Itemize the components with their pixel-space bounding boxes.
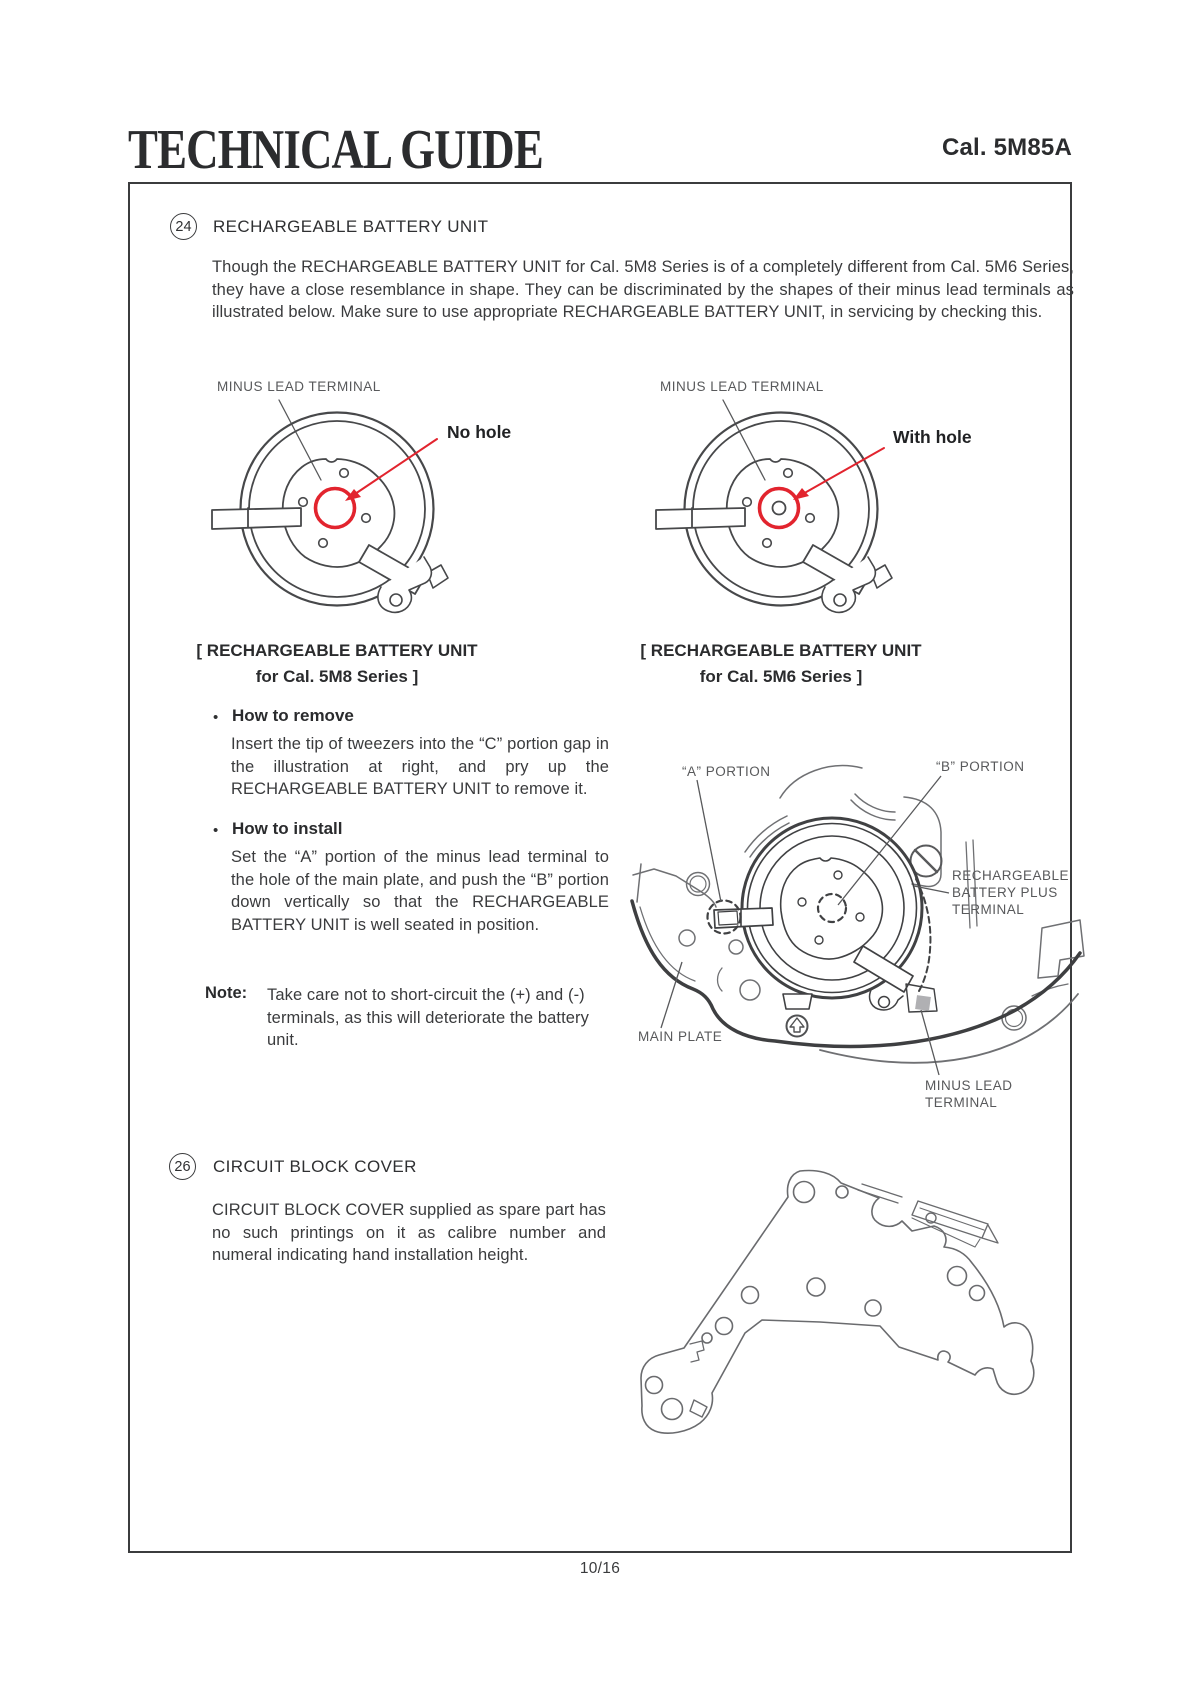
plate-hole <box>856 913 864 921</box>
main-plate-edge <box>632 901 1080 1046</box>
section-24-title: RECHARGEABLE BATTERY UNIT <box>213 217 489 236</box>
bullet: • <box>213 822 219 839</box>
plus-terminal-line3: TERMINAL <box>952 902 1025 917</box>
plate-hole <box>299 498 308 507</box>
leader-main-plate <box>661 962 682 1028</box>
battery-5m8-art <box>212 400 448 612</box>
plate-hole <box>743 498 752 507</box>
a-portion-label: “A” PORTION <box>682 764 771 779</box>
battery-5m6-art <box>656 400 892 612</box>
battery-notch <box>783 994 812 1009</box>
section-26-title: CIRCUIT BLOCK COVER <box>213 1157 417 1176</box>
plate-hole <box>362 514 371 523</box>
note-label: Note: <box>205 984 248 1002</box>
section-24-intro: Though the RECHARGEABLE BATTERY UNIT for Cal. 5M8 Series is of a completely different from Cal. 5M6 Series, they have a close resemblance in shape. They can be discriminated by the shapes of their minus lead terminals as illustrated below. Make sure to use appropriate RECHARGEABLE BATTERY UNIT, in servicing by checking this. <box>212 258 1075 322</box>
b-portion-label: “B” PORTION <box>936 759 1025 774</box>
plus-terminal-line2: BATTERY PLUS <box>952 885 1058 900</box>
how-to-install-title: How to install <box>232 819 343 838</box>
battery-diagram-5m6 <box>620 368 925 626</box>
plate-hole <box>834 871 842 879</box>
rim-arc <box>745 816 789 857</box>
left-tab <box>212 508 301 529</box>
how-to-install-body: Set the “A” portion of the minus lead terminal to the hole of the main plate, and push the “B” portion down vertically so that the RECHARGEABLE BATTERY UNIT is well seated in position. <box>231 848 609 934</box>
minus-lead-label <box>925 1077 1013 1111</box>
terminal-hole <box>773 502 786 515</box>
outer-rim-arc <box>820 994 1078 1063</box>
minus-terminal-plate <box>781 858 883 959</box>
minus-lead-line1: MINUS LEAD <box>925 1078 1013 1093</box>
plate-hole <box>806 514 815 523</box>
page-number: 10/16 <box>579 1560 621 1577</box>
plate-detail <box>718 968 723 991</box>
minus-lead-terminal-label-right: MINUS LEAD TERMINAL <box>660 379 824 394</box>
wheel-arc <box>851 794 895 820</box>
foot-hole <box>879 997 890 1008</box>
section-24-number: 24 <box>170 213 197 240</box>
caption-5m8-line1: [ RECHARGEABLE BATTERY UNIT <box>196 641 478 660</box>
minus-lead-line2: TERMINAL <box>925 1095 998 1110</box>
how-to-remove-title: How to remove <box>232 706 354 725</box>
note-body: Take care not to short-circuit the (+) and (-) terminals, as this will deteriorate the battery unit. <box>267 986 590 1050</box>
plate-hole <box>729 940 743 954</box>
screw-slot <box>915 850 937 872</box>
plus-terminal-line1: RECHARGEABLE <box>952 868 1070 883</box>
no-hole-label: No hole <box>447 422 512 442</box>
installed-battery <box>708 818 938 1037</box>
plate-hole <box>763 539 772 548</box>
cover-art <box>641 1171 1034 1434</box>
leader-minus-lead <box>921 1010 939 1075</box>
cover-outline <box>641 1171 1034 1434</box>
main-plate-label: MAIN PLATE <box>638 1029 723 1044</box>
b-portion-marker <box>818 894 846 922</box>
section-26-number: 26 <box>169 1153 196 1180</box>
plate-hole <box>784 469 793 478</box>
red-arrow-line <box>801 448 884 495</box>
terminal-pad <box>915 995 931 1011</box>
plate-hole <box>740 980 760 1000</box>
caption-5m6-line2: for Cal. 5M6 Series ] <box>699 667 863 686</box>
plate-hole <box>798 898 806 906</box>
orientation-arrow-icon <box>790 1018 804 1032</box>
plate-hole <box>679 930 695 946</box>
top-arc <box>780 766 862 798</box>
with-hole-label: With hole <box>893 427 972 447</box>
circuit-block-cover-diagram <box>600 1160 1080 1490</box>
caption-5m8 <box>180 638 494 690</box>
plate-hole <box>319 539 328 548</box>
red-arrow-head <box>793 488 809 500</box>
caption-5m6-line1: [ RECHARGEABLE BATTERY UNIT <box>640 641 922 660</box>
plate-hole <box>340 469 349 478</box>
caliber-label: Cal. 5M85A <box>941 134 1072 161</box>
page-title: TECHNICAL GUIDE <box>128 119 543 181</box>
minus-lead-terminal-label-left: MINUS LEAD TERMINAL <box>217 379 381 394</box>
plate-edge-detail <box>637 864 641 902</box>
section-26-body: CIRCUIT BLOCK COVER supplied as spare part has no such printings on it as calibre number and numeral indicating hand installation height. <box>212 1201 606 1265</box>
case-notch <box>1038 920 1084 978</box>
plate-hole <box>815 936 823 944</box>
how-to-remove-body: Insert the tip of tweezers into the “C” portion gap in the illustration at right, and pry up the RECHARGEABLE BATTERY UNIT to remove it. <box>231 735 609 799</box>
left-tab <box>656 508 745 529</box>
no-hole-marker-circle <box>316 489 355 528</box>
battery-diagram-5m8 <box>180 368 485 626</box>
plus-terminal-label <box>952 867 1069 918</box>
caption-5m8-line2: for Cal. 5M8 Series ] <box>255 667 419 686</box>
caption-5m6 <box>624 638 938 690</box>
bullet: • <box>213 709 219 726</box>
